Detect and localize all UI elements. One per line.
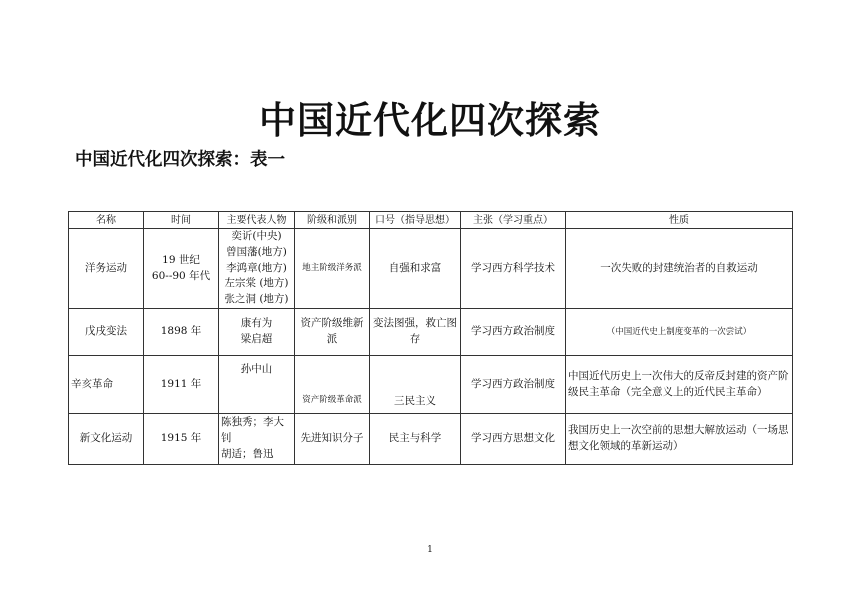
cell-name: 辛亥革命 xyxy=(69,356,144,414)
header-class: 阶级和派别 xyxy=(295,212,370,229)
cell-person: 孙中山 xyxy=(240,363,273,375)
cell-person: 曾国藩(地方) xyxy=(226,245,287,258)
cell-proposal: 学习西方政治制度 xyxy=(461,309,566,356)
cell-class: 地主阶级洋务派 xyxy=(295,229,370,309)
cell-time-line: 1911 年 xyxy=(160,377,202,390)
cell-proposal: 学习西方政治制度 xyxy=(461,356,566,414)
cell-nature: （中国近代史上制度变革的一次尝试） xyxy=(566,309,793,356)
cell-time-line: 19 世纪 xyxy=(162,253,200,266)
cell-person: 胡适；鲁迅 xyxy=(221,447,274,460)
cell-time-line: 1915 年 xyxy=(160,432,202,445)
cell-time-line: 60--90 年代 xyxy=(151,269,211,282)
header-people: 主要代表人物 xyxy=(219,212,295,229)
cell-time xyxy=(144,414,219,465)
header-nature: 性质 xyxy=(566,212,793,229)
cell-time-line: 1898 年 xyxy=(160,325,202,338)
cell-person: 李鸿章(地方) xyxy=(226,261,287,274)
cell-time xyxy=(144,356,219,414)
cell-name: 新文化运动 xyxy=(69,414,144,465)
cell-name: 洋务运动 xyxy=(69,229,144,309)
page-number: 1 xyxy=(427,545,433,555)
page-title: 中国近代化四次探索 xyxy=(259,99,601,142)
cell-nature: 一次失败的封建统治者的自救运动 xyxy=(566,229,793,309)
table-row xyxy=(69,356,793,414)
cell-people xyxy=(219,356,295,414)
cell-person: 康有为 xyxy=(240,317,273,330)
table-header-row xyxy=(69,212,793,229)
cell-slogan: 三民主义 xyxy=(370,356,461,414)
cell-person: 左宗棠 (地方) xyxy=(224,277,289,290)
header-proposal: 主张（学习重点） xyxy=(461,212,566,229)
cell-class: 资产阶级革命派 xyxy=(295,356,370,414)
cell-class: 资产阶级维新派 xyxy=(295,309,370,356)
header-slogan: 口号（指导思想） xyxy=(370,212,461,229)
table-row xyxy=(69,414,793,465)
cell-person: 梁启超 xyxy=(240,333,273,345)
table-row xyxy=(69,309,793,356)
table-row xyxy=(69,229,793,309)
cell-proposal: 学习西方思想文化 xyxy=(461,414,566,465)
cell-person: 奕䜣(中央) xyxy=(231,230,282,243)
cell-slogan: 民主与科学 xyxy=(370,414,461,465)
cell-people xyxy=(219,229,295,309)
header-time: 时间 xyxy=(144,212,219,229)
cell-class: 先进知识分子 xyxy=(295,414,370,465)
cell-nature: 我国历史上一次空前的思想大解放运动（一场思想文化领域的革新运动） xyxy=(566,414,793,465)
exploration-table xyxy=(68,211,793,465)
cell-name: 戊戌变法 xyxy=(69,309,144,356)
cell-person: 张之洞 (地方) xyxy=(224,293,289,306)
cell-people xyxy=(219,309,295,356)
table-heading: 中国近代化四次探索：表一 xyxy=(75,150,285,170)
cell-time xyxy=(144,229,219,309)
header-name: 名称 xyxy=(69,212,144,229)
cell-people xyxy=(219,414,295,465)
cell-person: 陈独秀；李大钊 xyxy=(221,416,284,445)
cell-nature: 中国近代历史上一次伟大的反帝反封建的资产阶级民主革命（完全意义上的近代民主革命） xyxy=(566,356,793,414)
cell-proposal: 学习西方科学技术 xyxy=(461,229,566,309)
cell-slogan: 变法图强，救亡图存 xyxy=(370,309,461,356)
cell-slogan: 自强和求富 xyxy=(370,229,461,309)
cell-time xyxy=(144,309,219,356)
